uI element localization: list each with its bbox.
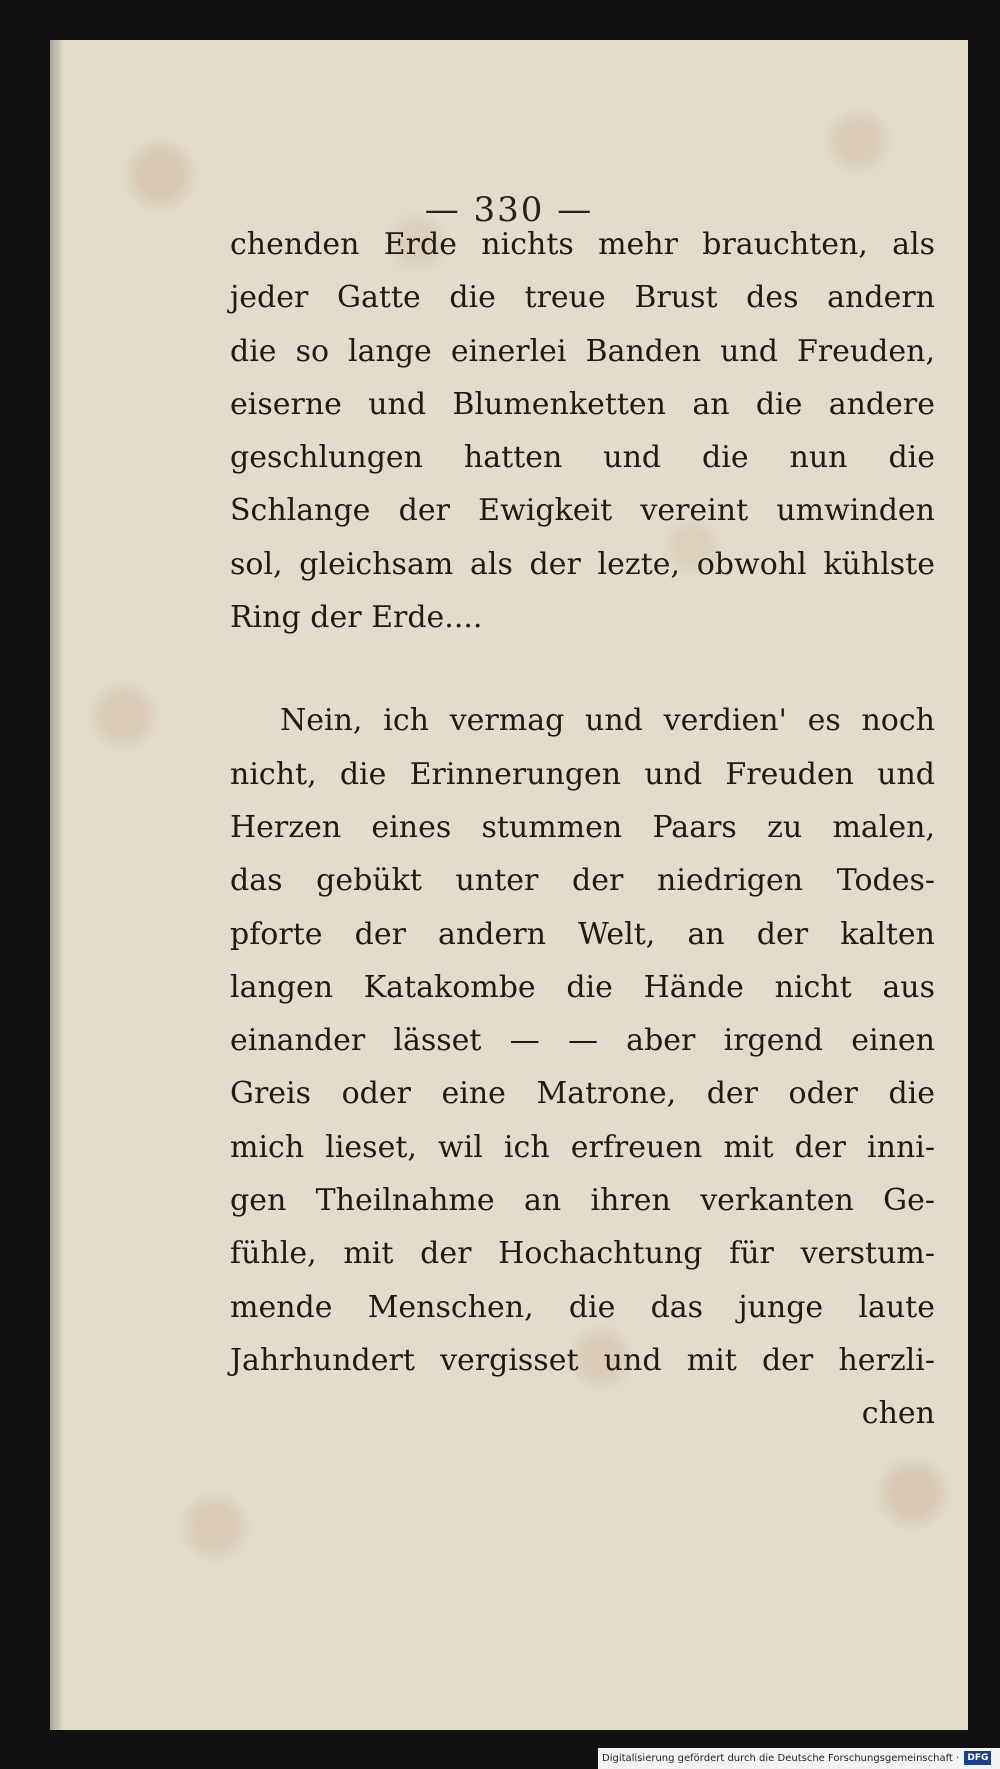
text-line: Schlange der Ewigkeit vereint umwinden (230, 493, 935, 529)
text-line: mich lieset, wil ich erfreuen mit der inni- (230, 1129, 935, 1165)
dfg-logo: DFG (964, 1751, 991, 1765)
body-text (230, 218, 935, 1441)
text-line: langen Katakombe die Hände nicht aus (230, 969, 935, 1005)
text-line: mende Menschen, die das junge laute (230, 1289, 935, 1325)
paragraph-1 (230, 218, 935, 644)
text-line: Greis oder eine Matrone, der oder die (230, 1076, 935, 1112)
text-line: Ring der Erde.... (230, 600, 483, 636)
catchword: chen (861, 1396, 935, 1432)
credit-text: Digitalisierung gefördert durch die Deutsche Forschungsgemeinschaft · (602, 1753, 960, 1764)
page-number: — 330 — (424, 190, 594, 230)
text-line: gen Theilnahme an ihren verkanten Ge- (230, 1183, 935, 1219)
text-line: pforte der andern Welt, an der kalten (230, 916, 935, 952)
text-line: Herzen eines stummen Paars zu malen, (230, 809, 935, 845)
text-line: Nein, ich vermag und verdien' es noch (280, 703, 935, 739)
text-line: nicht, die Erinnerungen und Freuden und (230, 756, 935, 792)
text-line: sol, gleichsam als der lezte, obwohl kühlste (230, 546, 935, 582)
text-line: das gebükt unter der niedrigen Todes- (230, 863, 935, 899)
text-line: geschlungen hatten und die nun die (230, 440, 935, 476)
text-line: fühle, mit der Hochachtung für verstum- (230, 1236, 935, 1272)
text-line: die so lange einerlei Banden und Freuden, (230, 333, 935, 369)
text-line: jeder Gatte die treue Brust des andern (230, 280, 935, 316)
text-line: chenden Erde nichts mehr brauchten, als (230, 227, 935, 262)
digitization-credit (598, 1748, 1000, 1769)
text-line: eiserne und Blumenketten an die andere (230, 386, 935, 422)
page-binding-shadow (50, 40, 64, 1730)
text-line: Jahrhundert vergisset und mit der herzli- (230, 1342, 935, 1378)
paragraph-2 (230, 694, 935, 1387)
text-line: einander lässet — — aber irgend einen (230, 1023, 935, 1059)
paragraph-gap (230, 644, 935, 694)
